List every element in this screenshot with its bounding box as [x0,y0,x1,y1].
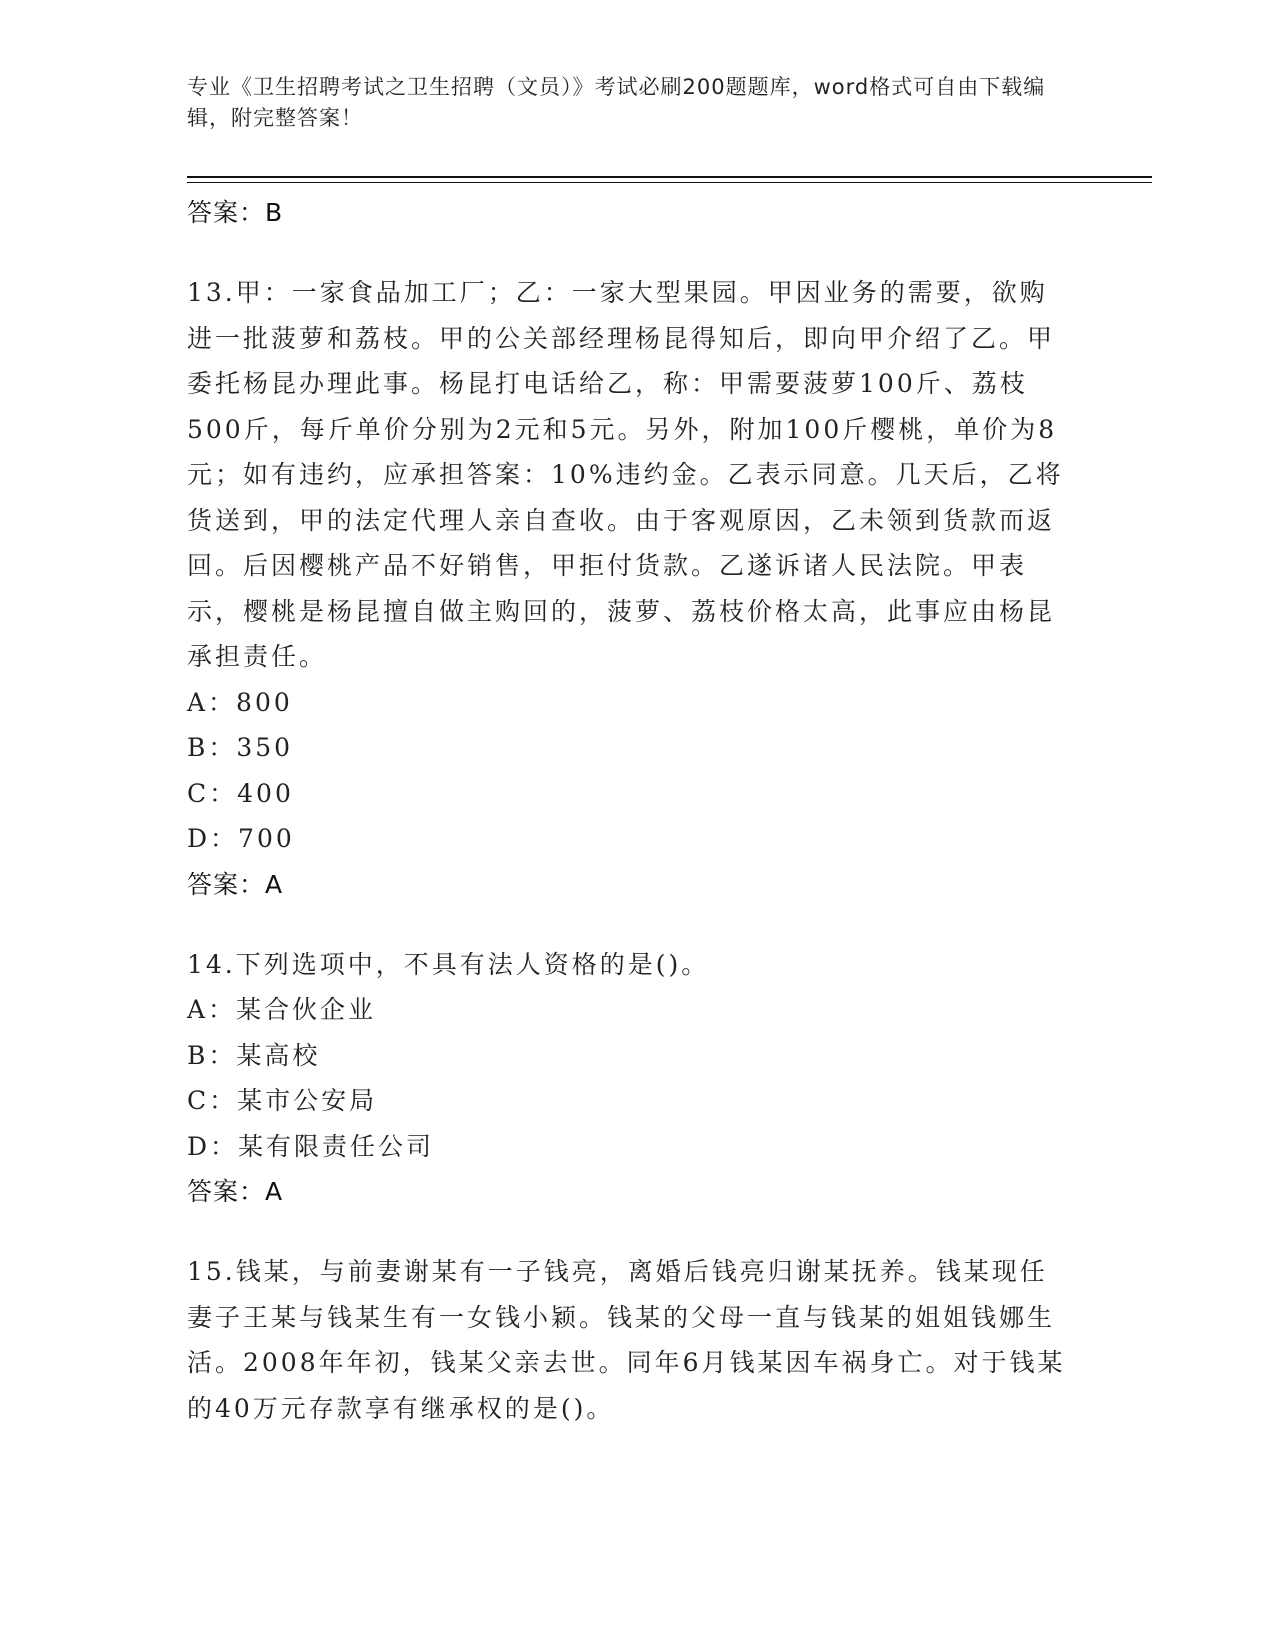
document-header: 专业《卫生招聘考试之卫生招聘（文员）》考试必刷200题题库，word格式可自由下载编辑，附完整答案！ [187,75,1046,130]
question-block [187,942,1067,1216]
answer-line: 答案：A [187,1177,284,1206]
answer-line: 答案：B [187,198,284,227]
document-body [187,190,1067,1431]
option-d: D：700 [187,824,295,853]
option-a: A：800 [187,687,293,717]
question-block [187,270,1067,908]
question-text: 15.钱某，与前妻谢某有一子钱亮，离婚后钱亮归谢某抚养。钱某现任妻子王某与钱某生有一女钱小颖。钱某的父母一直与钱某的姐姐钱娜生活。2008年年初，钱某父亲去世。同年6月钱某因车祸身亡。对于钱某的40万元存款享有继承权的是()。 [187,1257,1066,1423]
option-d: D：某有限责任公司 [187,1131,435,1161]
option-b: B：某高校 [187,1040,321,1070]
option-b: B：350 [187,733,294,762]
answer-line: 答案：A [187,869,284,899]
option-c: C：某市公安局 [187,1086,378,1115]
question-text: 13.甲：一家食品加工厂；乙：一家大型果园。甲因业务的需要，欲购进一批菠萝和荔枝。甲的公关部经理杨昆得知后，即向甲介绍了乙。甲委托杨昆办理此事。杨昆打电话给乙，称：甲需要菠萝100斤、荔枝500斤，每斤单价分别为2元和5元。另外，附加100斤樱桃，单价为8元；如有违约，应承担答案：10%违约金。乙表示同意。几天后，乙将货送到，甲的法定代理人亲自查收。由于客观原因，乙未领到货款而返回。后因樱桃产品不好销售，甲拒付货款。乙遂诉诸人民法院。甲表示，樱桃是杨昆擅自做主购回的，菠萝、荔枝价格太高，此事应由杨昆承担责任。 [187,278,1064,671]
question-block [187,1249,1067,1431]
option-c: C：400 [187,778,294,808]
header-divider-thick [187,176,1152,178]
option-a: A：某合伙企业 [187,995,377,1024]
question-text: 14.下列选项中，不具有法人资格的是()。 [187,949,710,979]
header-divider-thin [187,182,1152,183]
